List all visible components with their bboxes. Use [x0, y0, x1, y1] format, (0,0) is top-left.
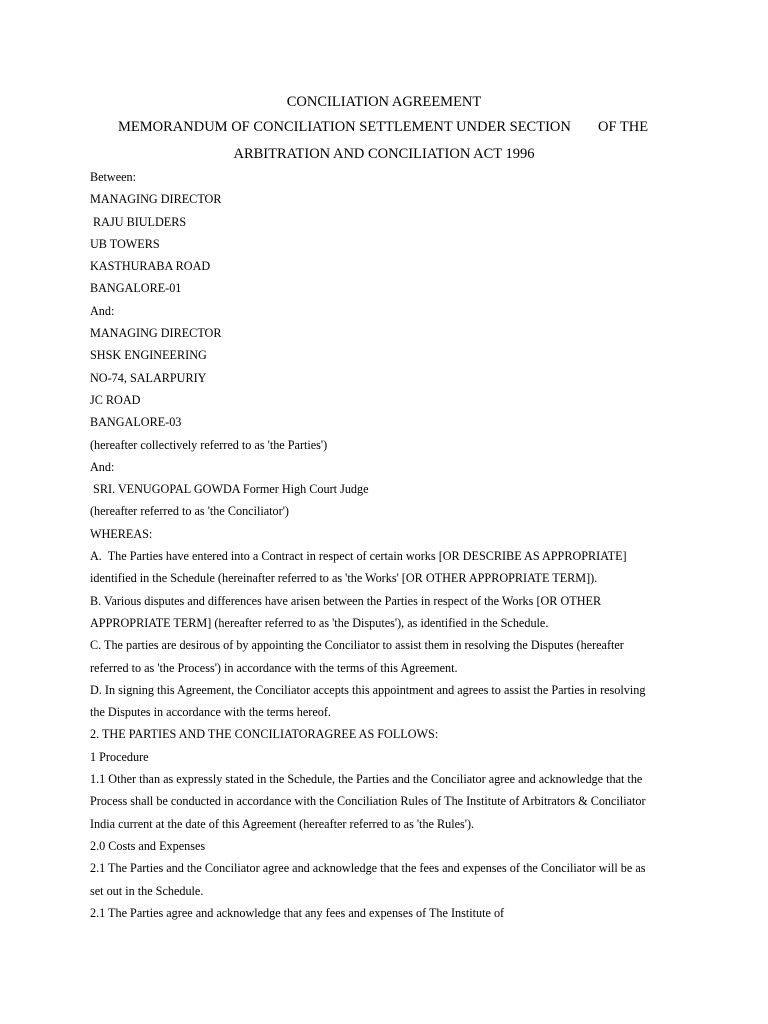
body-line: MANAGING DIRECTOR [90, 192, 222, 207]
body-line: JC ROAD [90, 392, 141, 407]
body-line: B. Various disputes and differences have arisen between the Parties in respect of the Works [OR OTHER [90, 593, 602, 608]
body-line: (hereafter collectively referred to as 'the Parties') [90, 437, 328, 452]
body-line: And: [90, 459, 115, 474]
document-subtitle-right: OF THE [598, 119, 649, 135]
body-line: SHSK ENGINEERING [90, 348, 207, 363]
body-line: (hereafter referred to as 'the Conciliator') [90, 504, 289, 519]
body-line: MANAGING DIRECTOR [90, 326, 222, 341]
document-body [90, 166, 690, 924]
body-line: India current at the date of this Agreement (hereafter referred to as 'the Rules'). [90, 816, 475, 831]
body-line: NO-74, SALARPURIY [90, 370, 207, 385]
body-line: UB TOWERS [90, 236, 160, 251]
body-line: RAJU BIULDERS [90, 214, 187, 229]
body-line: APPROPRIATE TERM] (hereafter referred to as 'the Disputes'), as identified in the Schedule. [90, 615, 549, 630]
body-line: Between: [90, 170, 137, 184]
document-subtitle-left: MEMORANDUM OF CONCILIATION SETTLEMENT UNDER SECTION [118, 119, 571, 135]
body-line: C. The parties are desirous of by appointing the Conciliator to assist them in resolving the Disputes (hereafter [90, 638, 624, 653]
body-line: BANGALORE-03 [90, 415, 182, 430]
body-line: set out in the Schedule. [90, 883, 204, 898]
body-line: A. The Parties have entered into a Contract in respect of certain works [OR DESCRIBE AS APPROPRIATE] [90, 549, 627, 564]
body-line: 2.1 The Parties and the Conciliator agree and acknowledge that the fees and expenses of the Conciliator will be as [90, 861, 646, 876]
body-line: referred to as 'the Process') in accordance with the terms of this Agreement. [90, 660, 458, 675]
body-line: KASTHURABA ROAD [90, 259, 211, 274]
body-line: identified in the Schedule (hereinafter referred to as 'the Works' [OR OTHER APPROPRIATE TERM]). [90, 571, 598, 586]
body-line: SRI. VENUGOPAL GOWDA Former High Court Judge [90, 482, 369, 497]
body-line: the Disputes in accordance with the terms hereof. [90, 705, 331, 720]
body-line: BANGALORE-01 [90, 281, 182, 296]
document-subtitle-line2: ARBITRATION AND CONCILIATION ACT 1996 [233, 146, 535, 162]
body-line: 2. THE PARTIES AND THE CONCILIATORAGREE AS FOLLOWS: [90, 727, 439, 742]
body-line: D. In signing this Agreement, the Conciliator accepts this appointment and agrees to assist the Parties in resolving [90, 682, 646, 697]
body-line: And: [90, 303, 115, 318]
body-line: 2.0 Costs and Expenses [90, 838, 206, 853]
body-line: WHEREAS: [90, 526, 153, 541]
body-line: Process shall be conducted in accordance with the Conciliation Rules of The Institute of Arbitrators & Conciliator [90, 794, 646, 809]
body-line: 1 Procedure [90, 749, 149, 764]
body-line: 1.1 Other than as expressly stated in the Schedule, the Parties and the Conciliator agree and acknowledge that the [90, 772, 643, 787]
body-line: 2.1 The Parties agree and acknowledge that any fees and expenses of The Institute of [90, 905, 505, 920]
document-title: CONCILIATION AGREEMENT [286, 94, 482, 110]
